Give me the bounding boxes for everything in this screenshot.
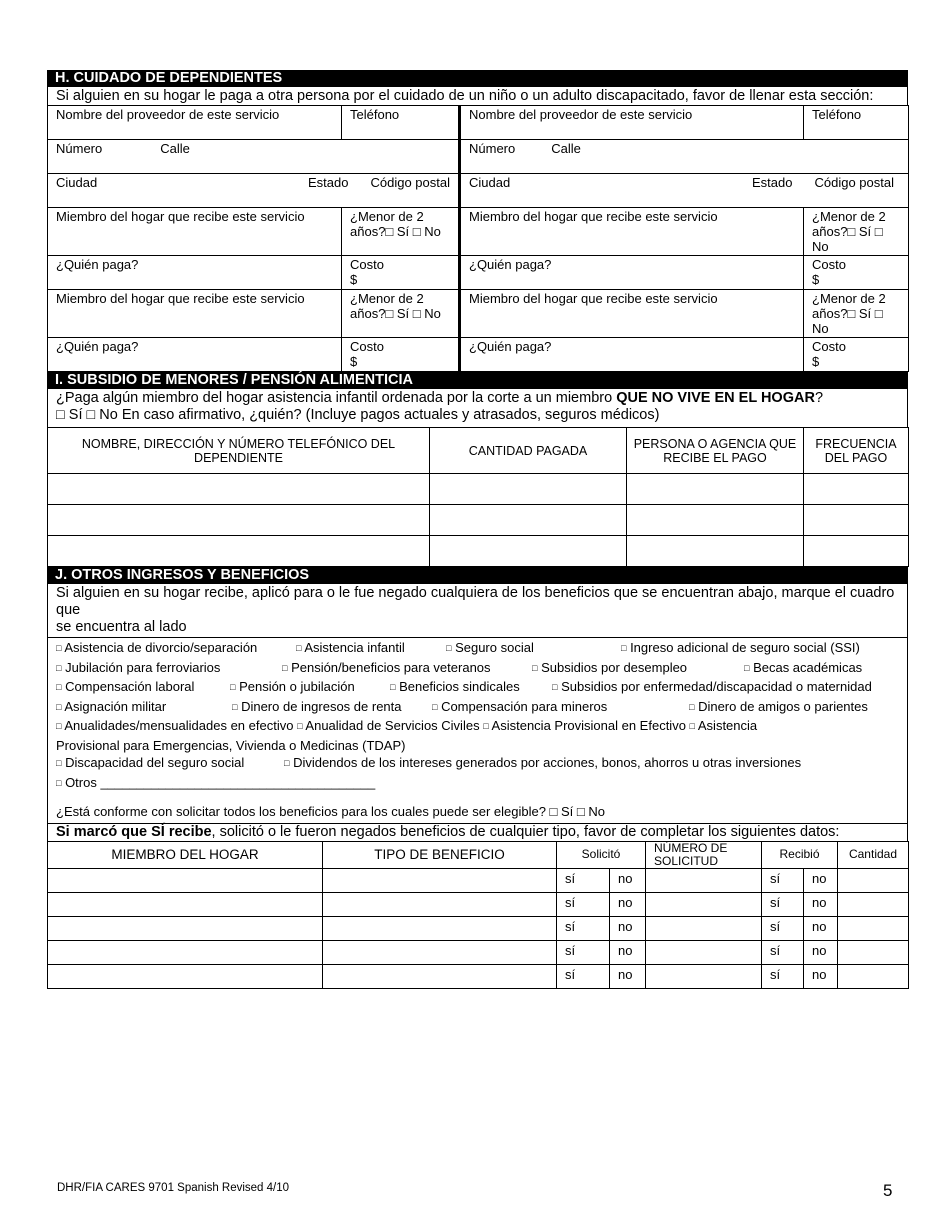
received-no[interactable]: no — [804, 916, 838, 940]
header-amount: Cantidad — [838, 841, 909, 868]
table-cell[interactable] — [627, 536, 804, 567]
phone-field-2[interactable]: Teléfono — [804, 106, 909, 140]
form-page — [47, 70, 908, 989]
received-yes[interactable]: sí — [762, 892, 804, 916]
table-cell[interactable] — [838, 892, 909, 916]
received-yes[interactable]: sí — [762, 940, 804, 964]
applied-yes[interactable]: sí — [557, 940, 610, 964]
table-cell[interactable] — [48, 892, 323, 916]
table-cell[interactable] — [627, 474, 804, 505]
applied-no[interactable]: no — [610, 940, 646, 964]
applied-yes[interactable]: sí — [557, 964, 610, 988]
benefit-option[interactable]: □ Seguro social — [446, 640, 534, 655]
applied-no[interactable]: no — [610, 964, 646, 988]
table-cell[interactable] — [48, 940, 323, 964]
who-pays-1b[interactable]: ¿Quién paga? — [48, 338, 342, 372]
table-cell[interactable] — [430, 536, 627, 567]
table-cell[interactable] — [646, 964, 762, 988]
table-cell[interactable] — [48, 536, 430, 567]
page-number: 5 — [883, 1181, 893, 1200]
city-field-2[interactable]: Ciudad Estado Código postal — [460, 174, 909, 208]
benefit-option[interactable]: □ Asignación militar — [56, 698, 167, 714]
table-cell[interactable] — [646, 940, 762, 964]
table-cell[interactable] — [323, 964, 557, 988]
header-benefit-type: TIPO DE BENEFICIO — [323, 841, 557, 868]
under2-2a[interactable]: ¿Menor de 2 años?□ Sí □ No — [804, 208, 909, 256]
who-pays-1a[interactable]: ¿Quién paga? — [48, 256, 342, 290]
section-h-intro: Si alguien en su hogar le paga a otra persona por el cuidado de un niño o un adulto discapacitado, favor de llenar esta sección: — [47, 87, 908, 105]
benefit-option[interactable]: □ Beneficios sindicales — [390, 679, 520, 694]
benefit-option[interactable]: □ Asistencia Provisional en Efectivo — [483, 718, 686, 733]
member-receives-2b[interactable]: Miembro del hogar que recibe este servicio — [460, 290, 804, 338]
received-no[interactable]: no — [804, 940, 838, 964]
conform-question[interactable]: ¿Está conforme con solicitar todos los beneficios para los cuales puede ser elegible? □ Sí □ No — [56, 804, 605, 819]
received-no[interactable]: no — [804, 964, 838, 988]
table-cell[interactable] — [804, 536, 909, 567]
header-applied: Solicitó — [557, 841, 646, 868]
address-field-2[interactable]: Número Calle — [460, 140, 909, 174]
table-cell[interactable] — [838, 940, 909, 964]
table-cell[interactable] — [646, 916, 762, 940]
header-member: MIEMBRO DEL HOGAR — [48, 841, 323, 868]
benefit-option[interactable]: □ Dinero de amigos o parientes — [689, 698, 868, 714]
table-cell[interactable] — [804, 474, 909, 505]
received-yes[interactable]: sí — [762, 964, 804, 988]
applied-no[interactable]: no — [610, 892, 646, 916]
benefit-option[interactable]: □ Ingreso adicional de seguro social (SSI) — [621, 640, 860, 655]
applied-no[interactable]: no — [610, 868, 646, 892]
table-cell[interactable] — [838, 964, 909, 988]
benefit-option[interactable]: □ Pensión o jubilación — [230, 679, 355, 694]
who-pays-2b[interactable]: ¿Quién paga? — [460, 338, 804, 372]
under2-2b[interactable]: ¿Menor de 2 años?□ Sí □ No — [804, 290, 909, 338]
applied-no[interactable]: no — [610, 916, 646, 940]
benefit-option[interactable]: □ Becas académicas — [744, 659, 863, 675]
table-cell[interactable] — [838, 868, 909, 892]
table-cell[interactable] — [646, 892, 762, 916]
under2-1a[interactable]: ¿Menor de 2 años?□ Sí □ No — [342, 208, 460, 256]
child-support-yes-no[interactable]: □ Sí □ No En caso afirmativo, ¿quién? (Incluye pagos actuales y atrasados, seguros médicos) — [56, 407, 660, 423]
benefit-option[interactable]: □ Asistencia infantil — [296, 640, 405, 655]
form-footer-id: DHR/FIA CARES 9701 Spanish Revised 4/10 — [57, 1182, 290, 1194]
received-yes[interactable]: sí — [762, 916, 804, 940]
applied-yes[interactable]: sí — [557, 868, 610, 892]
header-amount-paid: CANTIDAD PAGADA — [430, 428, 627, 474]
cost-2b[interactable]: Costo $ — [804, 338, 909, 372]
benefit-option[interactable]: □ Compensación para mineros — [432, 698, 608, 714]
header-payment-frequency: FRECUENCIA DEL PAGO — [804, 428, 909, 474]
header-received: Recibió — [762, 841, 838, 868]
cost-1b[interactable]: Costo $ — [342, 338, 460, 372]
child-support-table — [47, 427, 909, 567]
table-cell[interactable] — [323, 916, 557, 940]
header-receiving-agency: PERSONA O AGENCIA QUE RECIBE EL PAGO — [627, 428, 804, 474]
header-application-number: NÚMERO DE SOLICITUD — [646, 841, 762, 868]
received-no[interactable]: no — [804, 892, 838, 916]
section-h-title: H. CUIDADO DE DEPENDIENTES — [47, 70, 908, 87]
table-cell[interactable] — [323, 892, 557, 916]
section-j-intro: Si alguien en su hogar recibe, aplicó para o le fue negado cualquiera de los beneficios que se encuentran abajo, marque el cuadro que se encuentra al lado — [47, 584, 908, 638]
table-cell[interactable] — [323, 868, 557, 892]
yes-instructions: Si marcó que SÍ recibe, solicitó o le fueron negados beneficios de cualquier tipo, favor de completar los siguientes datos: — [47, 824, 908, 841]
benefit-option-other[interactable]: □ Otros ______________________________________ — [56, 774, 376, 790]
benefit-option-continuation: Provisional para Emergencias, Vivienda o Medicinas (TDAP) — [56, 737, 406, 753]
benefit-option[interactable]: □ Subsidios por enfermedad/discapacidad o maternidad — [552, 679, 872, 694]
benefit-option[interactable]: □ Dinero de ingresos de renta — [232, 698, 402, 714]
phone-field-1[interactable]: Teléfono — [342, 106, 460, 140]
benefit-option[interactable]: □ Anualidad de Servicios Civiles — [297, 718, 480, 733]
provider-name-field-1[interactable]: Nombre del proveedor de este servicio — [48, 106, 342, 140]
table-cell[interactable] — [48, 916, 323, 940]
benefit-option[interactable]: □ Anualidades/mensualidades en efectivo — [56, 718, 294, 733]
dependent-care-table — [47, 105, 909, 372]
address-field-1[interactable]: Número Calle — [48, 140, 460, 174]
cost-2a[interactable]: Costo $ — [804, 256, 909, 290]
benefit-option[interactable]: □ Pensión/beneficios para veteranos — [282, 659, 491, 675]
benefits-checklist — [47, 638, 908, 824]
benefit-option[interactable]: □ Asistencia — [689, 718, 758, 733]
provider-name-field-2[interactable]: Nombre del proveedor de este servicio — [460, 106, 804, 140]
received-no[interactable]: no — [804, 868, 838, 892]
received-yes[interactable]: sí — [762, 868, 804, 892]
member-receives-2a[interactable]: Miembro del hogar que recibe este servicio — [460, 208, 804, 256]
benefit-option[interactable]: □ Dividendos de los intereses generados por acciones, bonos, ahorros u otras inversiones — [284, 755, 802, 770]
table-cell[interactable] — [48, 505, 430, 536]
section-i-question: ¿Paga algún miembro del hogar asistencia infantil ordenada por la corte a un miembro QUE NO VIVE EN EL HOGAR? □ Sí □ No En caso afirmativo, ¿quién? (Incluye pagos actuales y atrasados, seguros médicos) — [47, 389, 908, 427]
member-receives-1b[interactable]: Miembro del hogar que recibe este servicio — [48, 290, 342, 338]
member-receives-1a[interactable]: Miembro del hogar que recibe este servicio — [48, 208, 342, 256]
benefit-option[interactable]: □ Compensación laboral — [56, 679, 195, 694]
city-field-1[interactable]: Ciudad Estado Código postal — [48, 174, 460, 208]
cost-1a[interactable]: Costo $ — [342, 256, 460, 290]
benefit-option[interactable]: □ Jubilación para ferroviarios — [56, 659, 221, 675]
table-cell[interactable] — [48, 868, 323, 892]
table-cell[interactable] — [627, 505, 804, 536]
table-cell[interactable] — [646, 868, 762, 892]
benefit-option[interactable]: □ Subsidios por desempleo — [532, 659, 688, 675]
benefits-table — [47, 841, 909, 989]
table-cell[interactable] — [430, 474, 627, 505]
table-cell[interactable] — [48, 964, 323, 988]
applied-yes[interactable]: sí — [557, 892, 610, 916]
benefit-option[interactable]: □ Asistencia de divorcio/separación — [56, 640, 258, 655]
who-pays-2a[interactable]: ¿Quién paga? — [460, 256, 804, 290]
header-dependent-name: NOMBRE, DIRECCIÓN Y NÚMERO TELEFÓNICO DEL DEPENDIENTE — [48, 428, 430, 474]
table-cell[interactable] — [48, 474, 430, 505]
applied-yes[interactable]: sí — [557, 916, 610, 940]
under2-1b[interactable]: ¿Menor de 2 años?□ Sí □ No — [342, 290, 460, 338]
table-cell[interactable] — [804, 505, 909, 536]
section-i-title: I. SUBSIDIO DE MENORES / PENSIÓN ALIMENTICIA — [47, 372, 908, 389]
section-j-title: J. OTROS INGRESOS Y BENEFICIOS — [47, 567, 908, 584]
table-cell[interactable] — [323, 940, 557, 964]
benefit-option[interactable]: □ Discapacidad del seguro social — [56, 755, 245, 770]
table-cell[interactable] — [430, 505, 627, 536]
table-cell[interactable] — [838, 916, 909, 940]
